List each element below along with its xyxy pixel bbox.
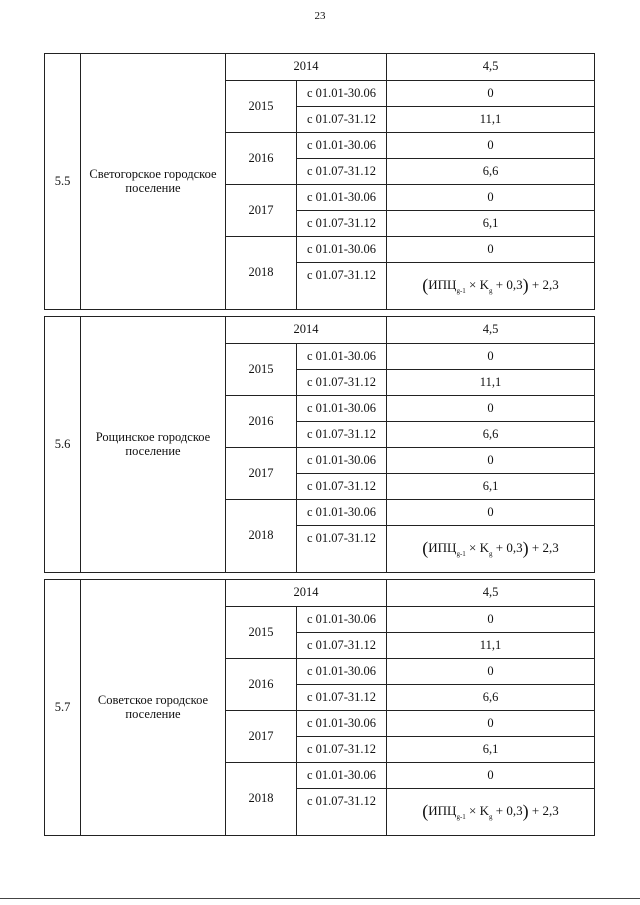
base-year: 2014 [226,317,387,344]
formula-mult-k: × K [465,803,490,819]
tariff-table-body [45,54,595,836]
formula-plus: + 0,3 [492,277,523,293]
period-cell: с 01.01-30.06 [297,81,387,107]
base-year: 2014 [226,54,387,81]
formula-ipc: ИПЦ [428,540,457,556]
base-value: 4,5 [387,54,595,81]
value-cell: 0 [387,396,595,422]
period-cell: с 01.01-30.06 [297,711,387,737]
year-cell: 2015 [226,607,297,659]
period-cell: с 01.07-31.12 [297,422,387,448]
period-cell: с 01.07-31.12 [297,633,387,659]
formula-mult-k: × K [465,540,490,556]
value-cell: 0 [387,344,595,370]
period-cell: с 01.01-30.06 [297,448,387,474]
period-cell: с 01.01-30.06 [297,237,387,263]
formula-cell [387,789,595,836]
year-cell: 2018 [226,237,297,310]
formula-ipc: ИПЦ [428,277,457,293]
period-cell: с 01.07-31.12 [297,211,387,237]
year-cell: 2016 [226,133,297,185]
value-cell: 11,1 [387,633,595,659]
period-cell: с 01.07-31.12 [297,474,387,500]
period-cell: с 01.01-30.06 [297,396,387,422]
year-cell: 2016 [226,396,297,448]
table-row [45,580,595,607]
formula-open-paren: ( [422,538,429,559]
formula [422,538,559,559]
formula-sub-g: g [489,287,493,296]
year-cell: 2017 [226,185,297,237]
formula-plus: + 0,3 [492,803,523,819]
period-cell: с 01.07-31.12 [297,263,387,310]
formula-sub-g-minus-1: g-1 [456,813,466,822]
period-cell: с 01.07-31.12 [297,789,387,836]
period-cell: с 01.01-30.06 [297,500,387,526]
year-cell: 2018 [226,763,297,836]
formula-close-paren: ) [522,801,529,822]
value-cell: 6,1 [387,211,595,237]
formula-cell [387,526,595,573]
value-cell: 6,6 [387,422,595,448]
value-cell: 6,1 [387,474,595,500]
year-cell: 2015 [226,344,297,396]
value-cell: 6,6 [387,159,595,185]
settlement-name: Рощинское городское поселение [81,317,226,573]
section-number: 5.5 [45,54,81,310]
section-number: 5.6 [45,317,81,573]
value-cell: 0 [387,607,595,633]
table-row [45,54,595,81]
value-cell: 0 [387,185,595,211]
period-cell: с 01.01-30.06 [297,659,387,685]
value-cell: 11,1 [387,370,595,396]
page-bottom-rule [0,898,640,899]
formula-sub-g-minus-1: g-1 [456,550,466,559]
formula-cell [387,263,595,310]
period-cell: с 01.01-30.06 [297,763,387,789]
formula-ipc: ИПЦ [428,803,457,819]
page-number: 23 [314,10,326,22]
period-cell: с 01.07-31.12 [297,107,387,133]
year-cell: 2018 [226,500,297,573]
settlement-name: Светогорское городское поселение [81,54,226,310]
formula-tail: + 2,3 [528,803,559,819]
period-cell: с 01.07-31.12 [297,370,387,396]
section-gap [45,573,595,580]
formula-open-paren: ( [422,801,429,822]
tariff-table [44,53,595,836]
period-cell: с 01.01-30.06 [297,185,387,211]
formula-sub-g: g [489,550,493,559]
period-cell: с 01.01-30.06 [297,607,387,633]
formula [422,801,559,822]
value-cell: 0 [387,133,595,159]
base-year: 2014 [226,580,387,607]
value-cell: 0 [387,711,595,737]
value-cell: 6,1 [387,737,595,763]
settlement-name: Советское городское поселение [81,580,226,836]
period-cell: с 01.07-31.12 [297,737,387,763]
formula-open-paren: ( [422,275,429,296]
formula-tail: + 2,3 [528,540,559,556]
base-value: 4,5 [387,317,595,344]
period-cell: с 01.07-31.12 [297,685,387,711]
period-cell: с 01.07-31.12 [297,159,387,185]
section-number: 5.7 [45,580,81,836]
period-cell: с 01.01-30.06 [297,133,387,159]
value-cell: 11,1 [387,107,595,133]
year-cell: 2017 [226,448,297,500]
base-value: 4,5 [387,580,595,607]
table-row [45,317,595,344]
value-cell: 0 [387,237,595,263]
value-cell: 0 [387,448,595,474]
formula-plus: + 0,3 [492,540,523,556]
value-cell: 0 [387,500,595,526]
period-cell: с 01.01-30.06 [297,344,387,370]
period-cell: с 01.07-31.12 [297,526,387,573]
value-cell: 0 [387,81,595,107]
section-gap [45,310,595,317]
formula-sub-g: g [489,813,493,822]
value-cell: 0 [387,763,595,789]
formula-close-paren: ) [522,538,529,559]
year-cell: 2015 [226,81,297,133]
formula [422,275,559,296]
value-cell: 0 [387,659,595,685]
gap-cell [45,573,595,580]
gap-cell [45,310,595,317]
formula-sub-g-minus-1: g-1 [456,287,466,296]
formula-mult-k: × K [465,277,490,293]
year-cell: 2016 [226,659,297,711]
formula-close-paren: ) [522,275,529,296]
year-cell: 2017 [226,711,297,763]
value-cell: 6,6 [387,685,595,711]
formula-tail: + 2,3 [528,277,559,293]
